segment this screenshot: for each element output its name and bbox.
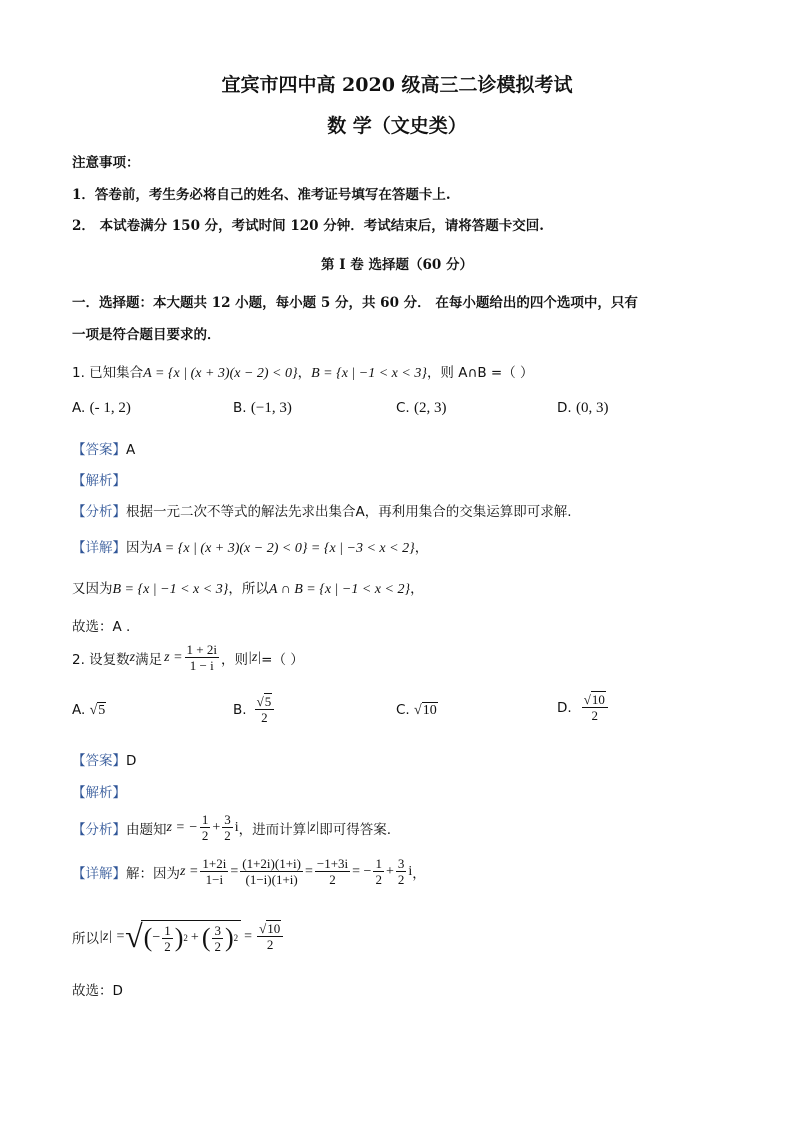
q2-so-frac1-den: 2 <box>164 938 171 954</box>
q2-prefix: 2. 设复数 <box>72 651 130 668</box>
q2-so-sq1: 2 <box>183 933 188 943</box>
q2-detail-line-2 <box>72 918 285 955</box>
q2-detail-frac4 <box>373 856 384 887</box>
q2-option-b-radicand: 5 <box>264 694 272 709</box>
q2-option-d-num: √10 <box>582 692 608 708</box>
q2-choose: 故选：D <box>72 983 123 999</box>
q1-option-a <box>72 400 131 417</box>
q1-choose: 故选：A . <box>72 619 131 635</box>
notice-heading: 注意事项： <box>72 155 140 171</box>
q1-set-a: A = {x | (x + 3)(x − 2) < 0} <box>143 366 298 381</box>
q2-detail-pre: 解：因为 <box>126 865 180 882</box>
part-heading: 第 I 卷 选择题（60 分） <box>321 257 473 273</box>
q1-detail1-text: 因为 <box>126 540 153 556</box>
q2-option-d-value <box>582 692 608 723</box>
q1-answer-value: A <box>126 442 136 458</box>
q2-option-c <box>396 702 438 719</box>
q2-so-result-den: 2 <box>266 937 274 952</box>
q2-answer-value: D <box>126 753 137 769</box>
right-paren-icon: ) <box>224 923 234 952</box>
q1-detail2-end: ， <box>410 581 424 597</box>
q2-option-a <box>72 702 106 719</box>
q2-so-sq2: 2 <box>233 933 239 943</box>
q1-option-c-label: C. <box>396 400 410 416</box>
q2-so-result-radicand: 10 <box>267 921 281 936</box>
q2-frac-num: 1 + 2i <box>186 642 217 657</box>
q2-option-b-den: 2 <box>261 710 268 725</box>
q1-ask: ，则 A∩B =（ ） <box>426 365 534 381</box>
q1-fenxi-tag: 【分析】 <box>72 504 126 520</box>
q2-fenxi-plus: + <box>212 819 221 835</box>
q2-so-frac1 <box>162 923 173 954</box>
section-instructions-line-1: 一．选择题：本大题共 12 小题，每小题 5 分，共 60 分． 在每小题给出的四个选项中，只有 <box>72 295 638 311</box>
q2-detail-frac5 <box>396 856 407 887</box>
q1-option-b-value: (−1, 3) <box>250 400 292 416</box>
left-paren-icon: ( <box>143 923 153 952</box>
q1-detail-line-1 <box>72 536 428 557</box>
question-2-stem <box>72 642 304 673</box>
q2-detail-i: i <box>408 863 413 879</box>
q2-option-a-label: A. <box>72 702 86 718</box>
q2-option-b <box>233 694 276 725</box>
q2-detail-end: ， <box>412 865 426 882</box>
q2-detail-frac5-den: 2 <box>397 872 405 887</box>
q1-option-a-label: A. <box>72 400 86 416</box>
q2-fenxi <box>72 812 391 843</box>
q2-detail-frac4-den: 2 <box>375 872 382 887</box>
q2-option-d <box>557 692 610 723</box>
q2-detail-frac2-num: (1+2i)(1+i) <box>242 856 301 871</box>
q2-so-frac2-num: 3 <box>214 922 221 938</box>
q2-so-eq: = <box>244 928 253 944</box>
q1-detail2-text: 又因为 <box>72 581 113 597</box>
q2-fenxi-tag: 【分析】 <box>72 821 126 838</box>
q2-so-minus: − <box>152 930 161 945</box>
q2-detail-frac4-num: 1 <box>375 856 382 871</box>
q2-detail-frac2-den: (1−i)(1+i) <box>245 872 298 887</box>
q2-fenxi-frac1-num: 1 <box>201 812 209 827</box>
q1-option-b-label: B. <box>233 400 247 416</box>
q2-frac-den: 1 − i <box>189 658 214 673</box>
question-1-stem <box>72 361 534 382</box>
q2-detail-tag: 【详解】 <box>72 865 126 882</box>
q2-option-b-label: B. <box>233 701 247 718</box>
q1-detail2-mid: ，所以 <box>228 581 269 597</box>
q1-answer <box>72 438 135 458</box>
q2-so-plus: + <box>190 930 199 945</box>
q2-so-pre: 所以 <box>72 930 99 947</box>
q2-option-d-label: D. <box>557 699 572 716</box>
q2-detail-frac5-num: 3 <box>397 856 405 871</box>
q2-option-a-value: √5 <box>89 703 106 718</box>
q2-so-frac1-num: 1 <box>164 922 171 938</box>
q1-option-c-value: (2, 3) <box>414 400 447 416</box>
q2-fenxi-frac1-den: 2 <box>201 828 209 843</box>
q1-option-d-label: D. <box>557 400 572 416</box>
q1-set-b: B = {x | −1 < x < 3} <box>311 366 427 381</box>
section-instructions-line-2: 一项是符合题目要求的． <box>72 327 221 343</box>
q2-fenxi-abs: |z| <box>306 819 320 835</box>
q1-fenxi <box>72 500 572 520</box>
q2-answer-tag: 【答案】 <box>72 753 126 769</box>
q2-detail-frac3-den: 2 <box>329 872 336 887</box>
q2-detail-eq1: = <box>230 863 239 879</box>
q2-answer <box>72 749 136 769</box>
q2-option-d-den: 2 <box>591 708 598 723</box>
notice-item-1: 1．答卷前，考生务必将自己的姓名、准考证号填写在答题卡上. <box>72 187 451 203</box>
q1-detail1-math: A = {x | (x + 3)(x − 2) < 0} = {x | −3 < x < 2} <box>153 541 415 556</box>
q2-option-c-value: √10 <box>414 703 437 718</box>
q2-option-c-radicand: 10 <box>422 703 437 718</box>
q2-fenxi-frac1 <box>200 812 211 843</box>
q1-detail2-math2: A ∩ B = {x | −1 < x < 2} <box>268 582 411 597</box>
q2-so-frac2-den: 2 <box>214 938 221 954</box>
q2-detail-plus: + <box>385 863 394 879</box>
q2-option-d-radicand: 10 <box>591 692 605 707</box>
q1-option-a-value: (‑ 1, 2) <box>89 400 131 416</box>
q1-answer-tag: 【答案】 <box>72 442 126 458</box>
q2-fenxi-i: i <box>234 819 239 835</box>
q1-detail2-math1: B = {x | −1 < x < 3} <box>112 582 229 597</box>
q2-option-a-radicand: 5 <box>98 703 106 718</box>
q1-detail-line-2 <box>72 577 424 598</box>
left-paren-icon: ( <box>201 923 211 952</box>
q1-prefix: 1. 已知集合 <box>72 365 144 381</box>
q2-detail-frac3 <box>315 856 350 887</box>
q1-option-b <box>233 400 292 417</box>
q2-detail-frac1 <box>200 856 228 887</box>
q2-fenxi-frac2-num: 3 <box>224 812 231 827</box>
exam-subtitle: 数 学（文史类） <box>327 115 467 137</box>
q2-so-abs: |z| = <box>99 928 126 944</box>
q2-so-radicand <box>141 920 242 954</box>
q2-fenxi-frac2-den: 2 <box>224 828 231 843</box>
sqrt-sign-icon: √ <box>125 918 143 954</box>
exam-title: 宜宾市四中高 2020 级高三二诊模拟考试 <box>221 74 573 96</box>
q2-ask-pre: ，则 <box>220 651 248 668</box>
q2-detail-eq3: = − <box>352 863 372 879</box>
q2-detail-frac1-den: 1−i <box>205 872 224 887</box>
q2-option-c-label: C. <box>396 702 410 718</box>
q2-so-frac2 <box>212 923 223 954</box>
q1-detail1-end: ， <box>414 540 429 556</box>
q1-fenxi-text: 根据一元二次不等式的解法先求出集合A，再利用集合的交集运算即可求解. <box>126 504 572 520</box>
right-paren-icon: ) <box>174 923 184 952</box>
q1-option-d <box>557 400 608 417</box>
q2-fenxi-post: 即可得答案. <box>319 821 392 838</box>
q2-ask-post: =（ ） <box>261 651 304 668</box>
q1-analysis-tag: 【解析】 <box>72 473 126 489</box>
q2-option-b-value <box>255 694 275 725</box>
q2-fenxi-frac2 <box>222 812 233 843</box>
q2-fenxi-pre: 由题知 <box>126 821 167 838</box>
q2-analysis-tag: 【解析】 <box>72 785 126 801</box>
q2-abs-z: |z| <box>247 649 262 665</box>
q2-option-b-num: √5 <box>255 694 275 710</box>
q2-so-result <box>257 921 283 952</box>
q1-option-c <box>396 400 447 417</box>
q1-comma: ， <box>297 365 312 381</box>
q2-z-eq: z = <box>164 649 183 665</box>
notice-item-2: 2． 本试卷满分 150 分，考试时间 120 分钟．考试结束后，请将答题卡交回. <box>72 218 544 234</box>
q2-fraction <box>185 642 219 673</box>
q2-var: z <box>129 649 136 665</box>
q2-fenxi-z: z = − <box>166 819 198 835</box>
q2-detail-frac3-num: −1+3i <box>316 856 349 871</box>
q1-detail-tag: 【详解】 <box>72 540 126 556</box>
q2-detail-frac2 <box>240 856 303 887</box>
q1-option-d-value: (0, 3) <box>575 400 609 416</box>
q2-cond: 满足 <box>135 651 163 668</box>
q2-so-result-num: √10 <box>257 921 283 937</box>
q2-detail-eq2: = <box>304 863 313 879</box>
q2-detail-z: z = <box>180 863 199 879</box>
q2-detail-line-1 <box>72 856 426 887</box>
q2-detail-frac1-num: 1+2i <box>202 856 227 871</box>
q2-fenxi-mid: ，进而计算 <box>238 821 307 838</box>
